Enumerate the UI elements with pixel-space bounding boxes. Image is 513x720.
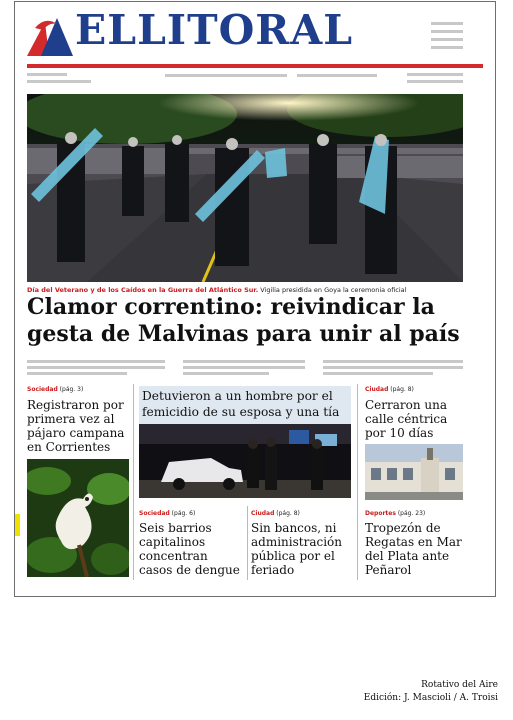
column-rule-1 xyxy=(133,384,134,580)
col2-story-b-title: Sin bancos, ni administración pública por el feriado xyxy=(251,521,343,577)
col1-story1-title: Registraron por primera vez al pájaro campana en Corrientes xyxy=(27,398,125,454)
footer-line-1: Rotativo del Aire xyxy=(421,680,498,690)
main-headline: Clamor correntino: reivindicar la gesta de Malvinas para unir al país xyxy=(27,294,460,347)
col3-story1-title: Cerraron una calle céntrica por 10 días xyxy=(365,398,448,440)
col1-story1-section: Sociedad (pág. 3) xyxy=(27,386,84,393)
hero-photo-parade xyxy=(27,94,463,282)
police-car-photo xyxy=(139,424,351,498)
col3-story2-title: Tropezón de Regatas en Mar del Plata ante Peñarol xyxy=(365,521,462,577)
masthead-red-rule xyxy=(27,64,483,68)
footer-line-2: Edición: J. Mascioli / A. Troisi xyxy=(363,693,498,703)
bird-photo xyxy=(27,459,129,577)
masthead-title: ELLITORAL xyxy=(75,6,354,54)
col2-story-a-title: Seis barrios capitalinos concentran casos de dengue xyxy=(139,521,240,577)
photo-caption xyxy=(27,286,406,294)
col2-story-a-section: Sociedad (pág. 6) xyxy=(139,510,196,517)
featured-headline: Detuvieron a un hombre por el femicidio de su esposa y una tía xyxy=(142,389,340,419)
column-rule-2 xyxy=(357,384,358,580)
newspaper-front-page xyxy=(14,1,496,597)
yellow-marker xyxy=(15,514,20,536)
col3-story2-section: Deportes (pág. 23) xyxy=(365,510,426,517)
street-building-photo xyxy=(365,444,463,500)
caption-text: Vigilia presidida en Goya la ceremonia oficial xyxy=(258,286,407,294)
col2-story-b-section: Ciudad (pág. 8) xyxy=(251,510,300,517)
col3-story1-section: Ciudad (pág. 8) xyxy=(365,386,414,393)
column-rule-3 xyxy=(247,506,248,580)
caption-kicker: Día del Veterano y de los Caídos en la Guerra del Atlántico Sur. xyxy=(27,286,259,294)
el-litoral-logo-icon xyxy=(27,14,73,56)
